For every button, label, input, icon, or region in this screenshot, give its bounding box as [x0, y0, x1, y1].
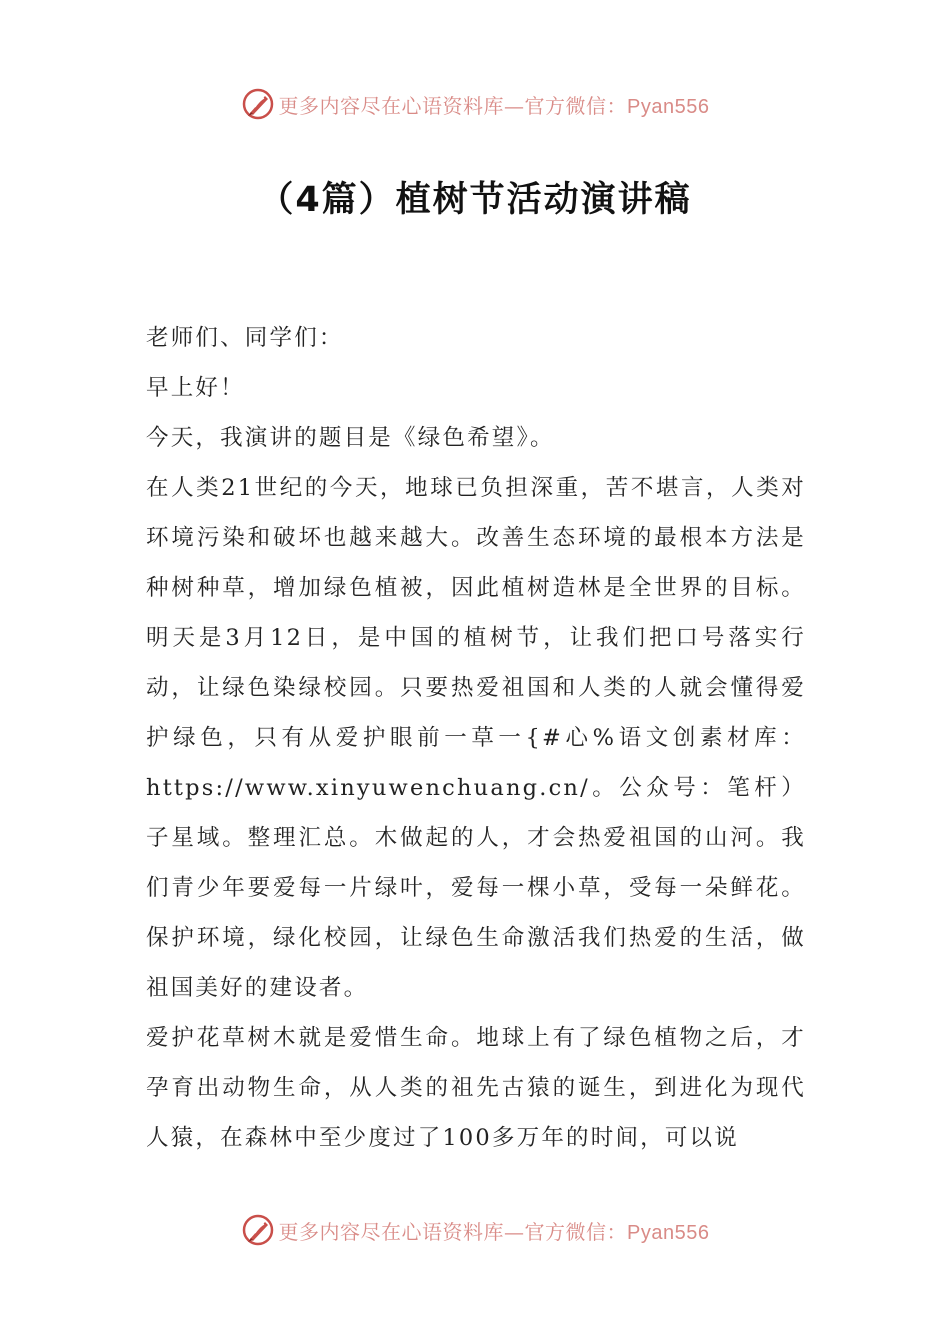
watermark-text: 更多内容尽在心语资料库—官方微信：: [278, 1219, 628, 1244]
wechat-id: Pyan556: [627, 95, 710, 118]
document-body: [146, 313, 806, 1163]
watermark-text: 更多内容尽在心语资料库—官方微信：: [278, 93, 628, 118]
document-title: （4篇）植树节活动演讲稿: [258, 180, 692, 220]
topic-line: 今天，我演讲的题目是《绿色希望》。: [146, 425, 555, 451]
wechat-id: Pyan556: [627, 1221, 710, 1244]
salutation-line: 早上好！: [146, 375, 245, 401]
body-paragraph: 在人类21世纪的今天，地球已负担深重，苦不堪言，人类对环境污染和破坏也越来越大。改善生态环境的最根本方法是种树种草，增加绿色植被，因此植树造林是全世界的目标。明天是3月12日，是中国的植树节，让我们把口号落实行动，让绿色染绿校园。只要热爱祖国和人类的人就会懂得爱护绿色，只有从爱护眼前一草一{#心%语文创素材库：https://www.xinyuwenchuang.cn/。公众号：笔杆）子星域。整理汇总。木做起的人，才会热爱祖国的山河。我们青少年要爱每一片绿叶，爱每一棵小草，受每一朵鲜花。保护环境，绿化校园，让绿色生命激活我们热爱的生活，做祖国美好的建设者。: [146, 475, 806, 1001]
header-watermark: [0, 84, 950, 124]
body-paragraph: 爱护花草树木就是爱惜生命。地球上有了绿色植物之后，才孕育出动物生命，从人类的祖先古猿的诞生，到进化为现代人猿，在森林中至少度过了100多万年的时间，可以说: [146, 1025, 806, 1151]
greeting-line: 老师们、同学们：: [146, 325, 344, 351]
quill-pen-logo-icon: [241, 1213, 275, 1247]
quill-pen-logo-icon: [241, 87, 275, 121]
footer-watermark: [0, 1210, 950, 1250]
